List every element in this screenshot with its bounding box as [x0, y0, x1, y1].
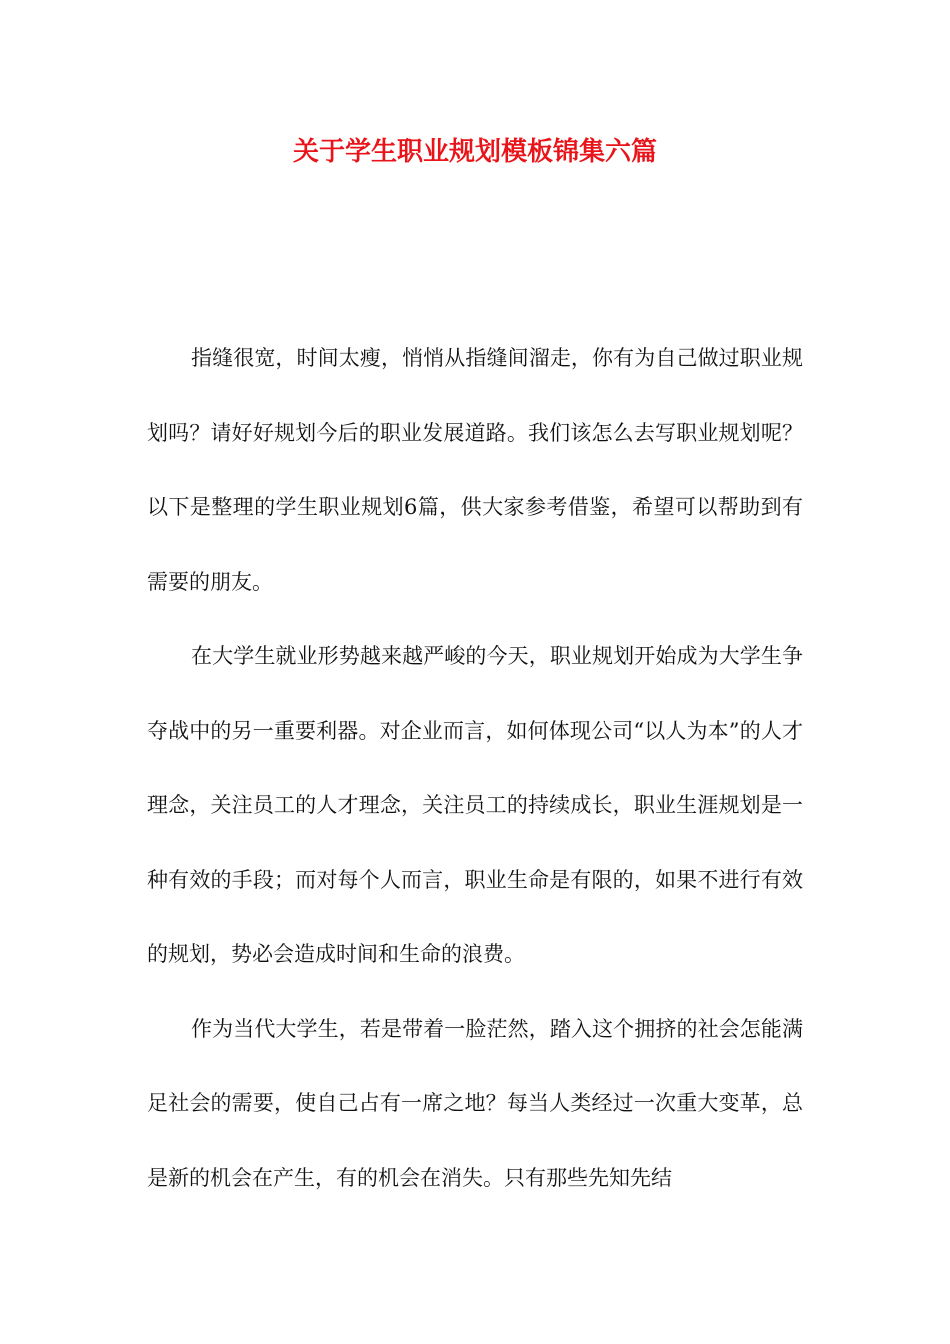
paragraph-intro: 指缝很宽，时间太瘦，悄悄从指缝间溜走，你有为自己做过职业规划吗？请好好规划今后的职业发展道路。我们该怎么去写职业规划呢？以下是整理的学生职业规划6篇，供大家参考借鉴，希望可以帮助到有需要的朋友。	[147, 346, 803, 594]
document-title: 关于学生职业规划模板锦集六篇	[292, 137, 657, 167]
paragraph-career-planning-importance: 在大学生就业形势越来越严峻的今天，职业规划开始成为大学生争夺战中的另一重要利器。对企业而言，如何体现公司“以人为本”的人才理念，关注员工的人才理念，关注员工的持续成长，职业生涯规划是一种有效的手段；而对每个人而言，职业生命是有限的，如果不进行有效的规划，势必会造成时间和生命的浪费。	[147, 644, 803, 966]
document-body	[147, 321, 803, 1215]
paragraph-college-students: 作为当代大学生，若是带着一脸茫然，踏入这个拥挤的社会怎能满足社会的需要，使自己占有一席之地？每当人类经过一次重大变革，总是新的机会在产生，有的机会在消失。只有那些先知先结	[147, 1016, 803, 1190]
